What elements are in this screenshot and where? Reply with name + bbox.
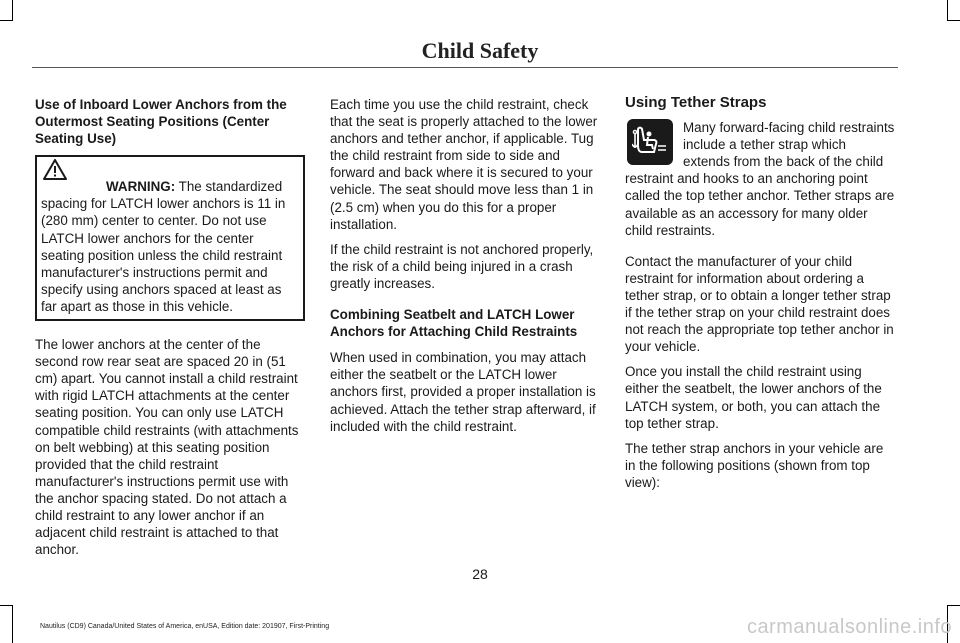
crop-mark [12,0,13,20]
section-subheading: Combining Seatbelt and LATCH Lower Anchors for Attaching Child Restraints [330,307,578,340]
page-number: 28 [472,566,488,582]
header-divider [32,67,898,68]
tether-intro [625,119,895,239]
body-paragraph: Contact the manufacturer of your child restraint for information about ordering a tether strap, or to obtain a longer tether strap if the tether strap on your child restraint does not reach the appropriate top tether anchor in your vehicle. [625,253,894,355]
footer-edition-info: Nautilus (CD9) Canada/United States of America, enUSA, Edition date: 201907, First-Printing [40,623,330,630]
body-paragraph: Many forward-facing child restraints include a tether strap which extends from the back of the child restraint and hooks to an anchoring point called the top tether anchor. Tether straps are available as an accessory for many older child restraints. [625,120,895,238]
body-paragraph: If the child restraint is not anchored properly, the risk of a child being injured in a crash greatly increases. [330,241,594,291]
crop-mark [947,20,960,21]
column-left [35,96,305,566]
body-paragraph: The lower anchors at the center of the second row rear seat are spaced 20 in (51 cm) apart. You cannot install a child restraint with rigid LATCH attachments at the center seating position. You can only use LATCH compatible child restraints (with attachments on belt webbing) at this seating position provided that the child restraint manufacturer's instructions permit use with the anchor spacing stated. Do not attach a child restraint to any lower anchor if an adjacent child restraint is attached to that anchor. [35,337,299,558]
warning-label: WARNING: [106,179,176,195]
crop-mark [947,605,960,606]
column-middle [330,96,600,443]
warning-text: The standardized spacing for LATCH lower anchors is 11 in (280 mm) center to center. Do not use LATCH lower anchors for the center seating position unless the child restraint manufacturer's instructions permit and specify using anchors spaced at least as far apart as those in this vehicle. [41,179,286,314]
crop-mark [0,20,13,21]
body-paragraph: Once you install the child restraint using either the seatbelt, the lower anchors of the LATCH system, or both, you can attach the top tether strap. [625,364,882,431]
section-subheading: Use of Inboard Lower Anchors from the Outermost Seating Positions (Center Seating Use) [35,97,287,147]
crop-mark [0,605,13,606]
column-right [625,96,895,499]
watermark: carmanualsonline.info [746,616,952,638]
body-paragraph: When used in combination, you may attach either the seatbelt or the LATCH lower anchors first, provided a proper installation is achieved. Attach the tether strap afterward, if included with the child restraint. [330,350,596,434]
body-paragraph: Each time you use the child restraint, check that the seat is properly attached to the lower anchors and tether anchor, if applicable. Tug the child restraint from side to side and forward and back where it is secured to your vehicle. The seat should move less than 1 in (2.5 cm) when you do this for a proper installation. [330,97,598,232]
crop-mark [12,605,13,643]
warning-box [35,155,305,321]
child-seat-tether-icon [627,119,673,165]
section-heading: Using Tether Straps [625,94,767,111]
body-paragraph: The tether strap anchors in your vehicle are in the following positions (shown from top view): [625,440,884,490]
warning-triangle-icon [43,159,67,184]
page-title: Child Safety [421,38,539,63]
crop-mark [947,0,948,20]
